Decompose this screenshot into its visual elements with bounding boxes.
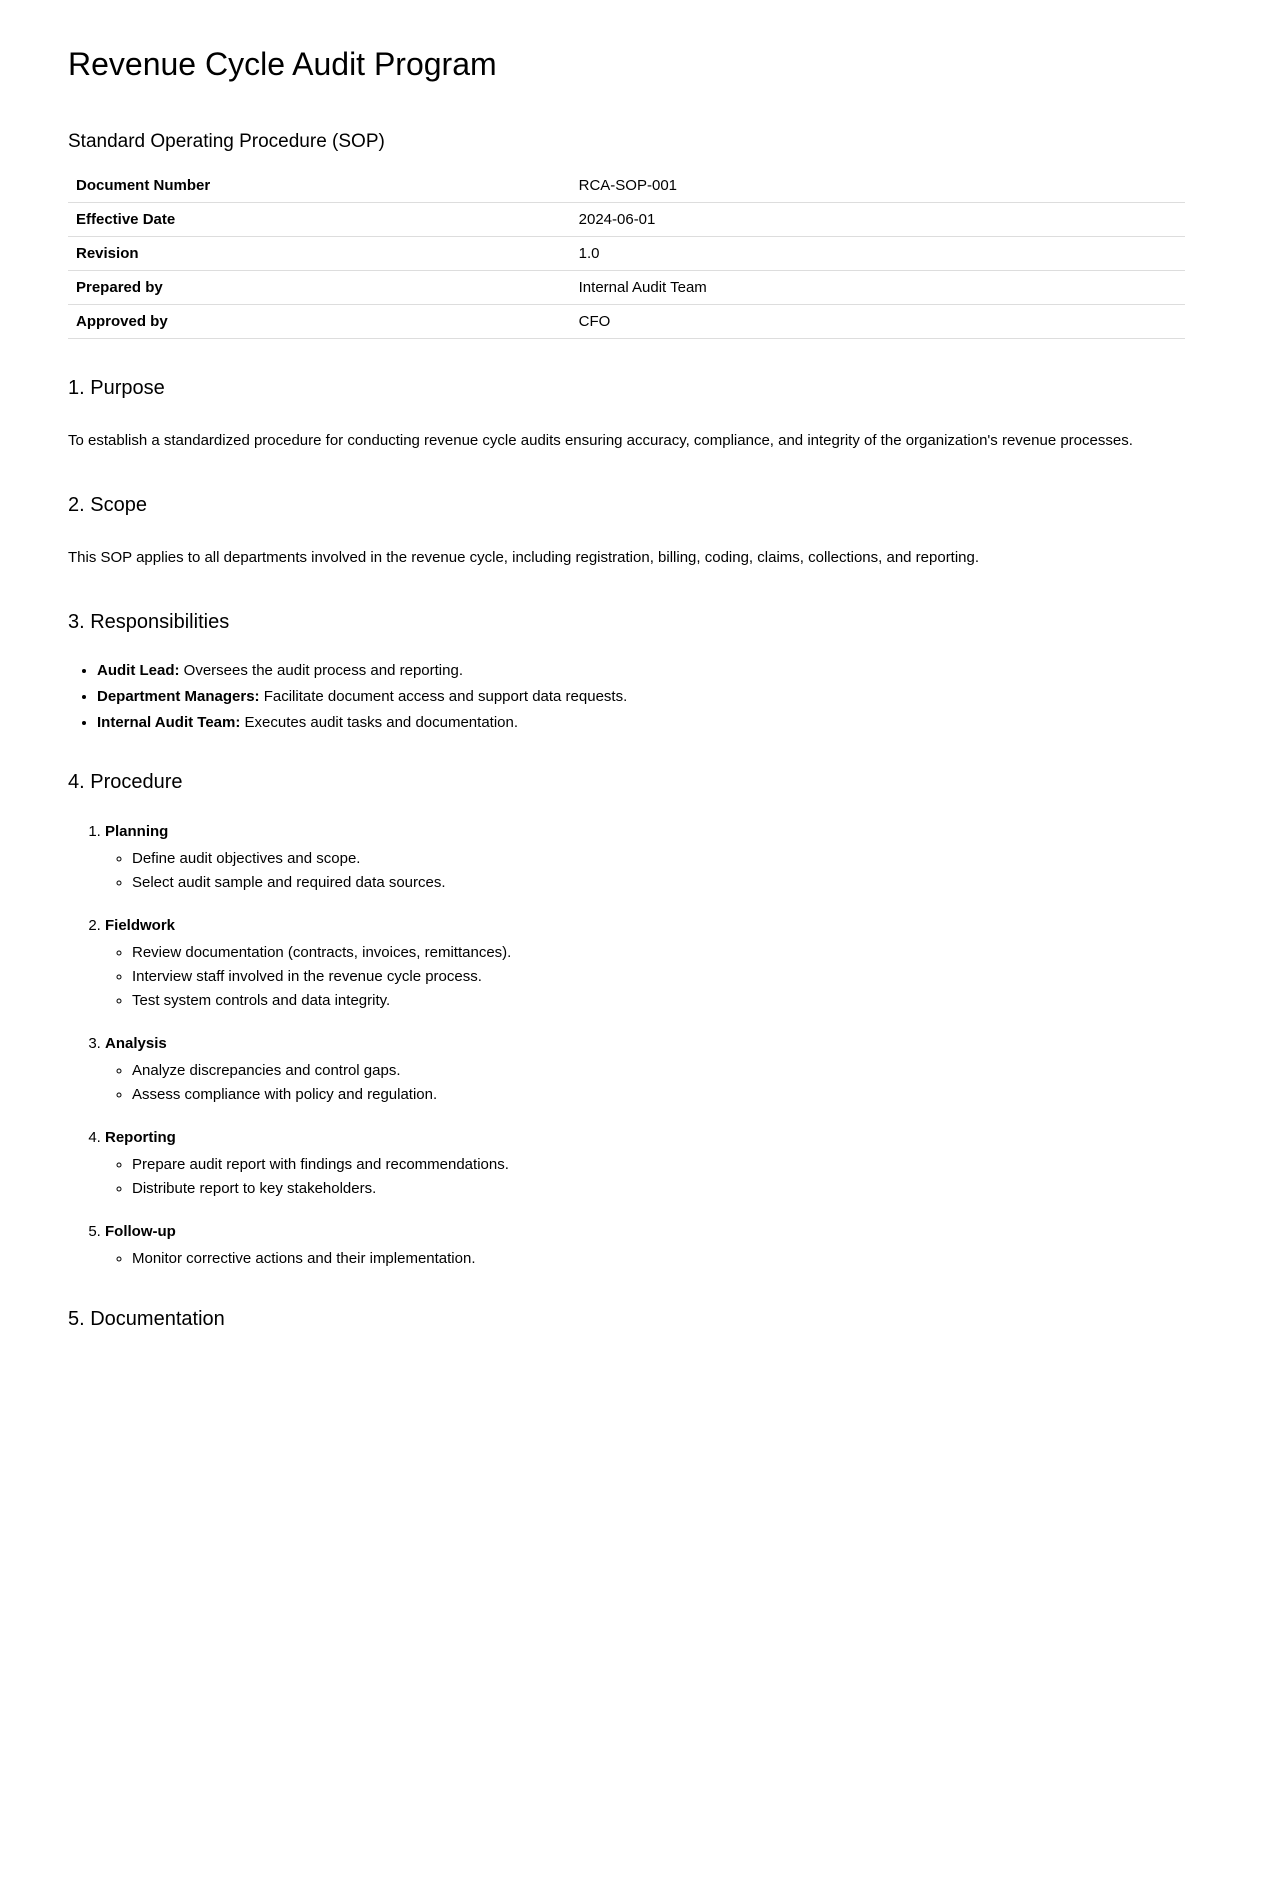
scope-paragraph: This SOP applies to all departments involved in the revenue cycle, including registration, billing, coding, claims, collections, and reporting. (68, 549, 980, 566)
row-label: Document Number (68, 169, 571, 203)
metadata-table (68, 169, 1185, 339)
step-title: Fieldwork (105, 917, 176, 934)
table-row (68, 237, 1185, 271)
row-value: Internal Audit Team (571, 271, 1185, 305)
step-title: Follow-up (105, 1223, 176, 1240)
table-row (68, 271, 1185, 305)
substep-item: ◦ Assess compliance with policy and regulation. (132, 1083, 1185, 1106)
substep-item: ◦ Prepare audit report with findings and recommendations. (132, 1153, 1185, 1176)
page-subtitle: Standard Operating Procedure (SOP) (68, 131, 385, 152)
term: Audit Lead: (97, 662, 180, 679)
term: Internal Audit Team: (97, 714, 241, 731)
list-item (97, 686, 1185, 707)
section-heading: 2. Scope (68, 494, 147, 516)
row-label: Approved by (68, 305, 571, 339)
substep-item: ◦ Test system controls and data integrity. (132, 989, 1185, 1012)
substep-list (105, 1247, 1185, 1270)
list-item (97, 660, 1185, 681)
procedure-step (105, 914, 1185, 1012)
row-label: Revision (68, 237, 571, 271)
procedure-step (105, 1126, 1185, 1200)
section-heading: 3. Responsibilities (68, 611, 230, 633)
description: Executes audit tasks and documentation. (240, 714, 519, 731)
procedure-step (105, 820, 1185, 894)
substep-item: ◦ Analyze discrepancies and control gaps. (132, 1059, 1185, 1082)
substep-list (105, 1059, 1185, 1106)
section-heading: 4. Procedure (68, 771, 183, 793)
table-row (68, 305, 1185, 339)
responsibilities-list (68, 660, 1185, 733)
section-procedure (68, 771, 1185, 1270)
procedure-step (105, 1032, 1185, 1106)
substep-item: ◦ Monitor corrective actions and their implementation. (132, 1247, 1185, 1270)
substep-list (105, 1153, 1185, 1200)
term: Department Managers: (97, 688, 260, 705)
substep-list (105, 941, 1185, 1012)
description: Facilitate document access and support data requests. (259, 688, 628, 705)
step-title: Analysis (105, 1035, 167, 1052)
substep-item: ◦ Select audit sample and required data sources. (132, 871, 1185, 894)
procedure-step (105, 1220, 1185, 1270)
row-label: Effective Date (68, 203, 571, 237)
list-item (97, 712, 1185, 733)
row-value: 1.0 (571, 237, 1185, 271)
page-title: Revenue Cycle Audit Program (68, 46, 497, 82)
section-responsibilities (68, 611, 1185, 733)
substep-item: ◦ Review documentation (contracts, invoices, remittances). (132, 941, 1185, 964)
row-value: RCA-SOP-001 (571, 169, 1185, 203)
section-documentation (68, 1308, 1185, 1331)
row-value: 2024-06-01 (571, 203, 1185, 237)
substep-item: ◦ Define audit objectives and scope. (132, 847, 1185, 870)
row-value: CFO (571, 305, 1185, 339)
purpose-paragraph: To establish a standardized procedure for conducting revenue cycle audits ensuring accuracy, compliance, and integrity of the organization's revenue processes. (68, 432, 1133, 449)
procedure-list (68, 820, 1185, 1270)
substep-item: ◦ Interview staff involved in the revenue cycle process. (132, 965, 1185, 988)
table-row (68, 203, 1185, 237)
row-label: Prepared by (68, 271, 571, 305)
section-heading: 1. Purpose (68, 377, 165, 399)
table-row (68, 169, 1185, 203)
substep-list (105, 847, 1185, 894)
step-title: Reporting (105, 1129, 176, 1146)
description: Oversees the audit process and reporting. (179, 662, 463, 679)
section-purpose (68, 377, 1185, 456)
substep-item: ◦ Distribute report to key stakeholders. (132, 1177, 1185, 1200)
section-heading: 5. Documentation (68, 1308, 225, 1330)
section-scope (68, 494, 1185, 573)
step-title: Planning (105, 823, 169, 840)
